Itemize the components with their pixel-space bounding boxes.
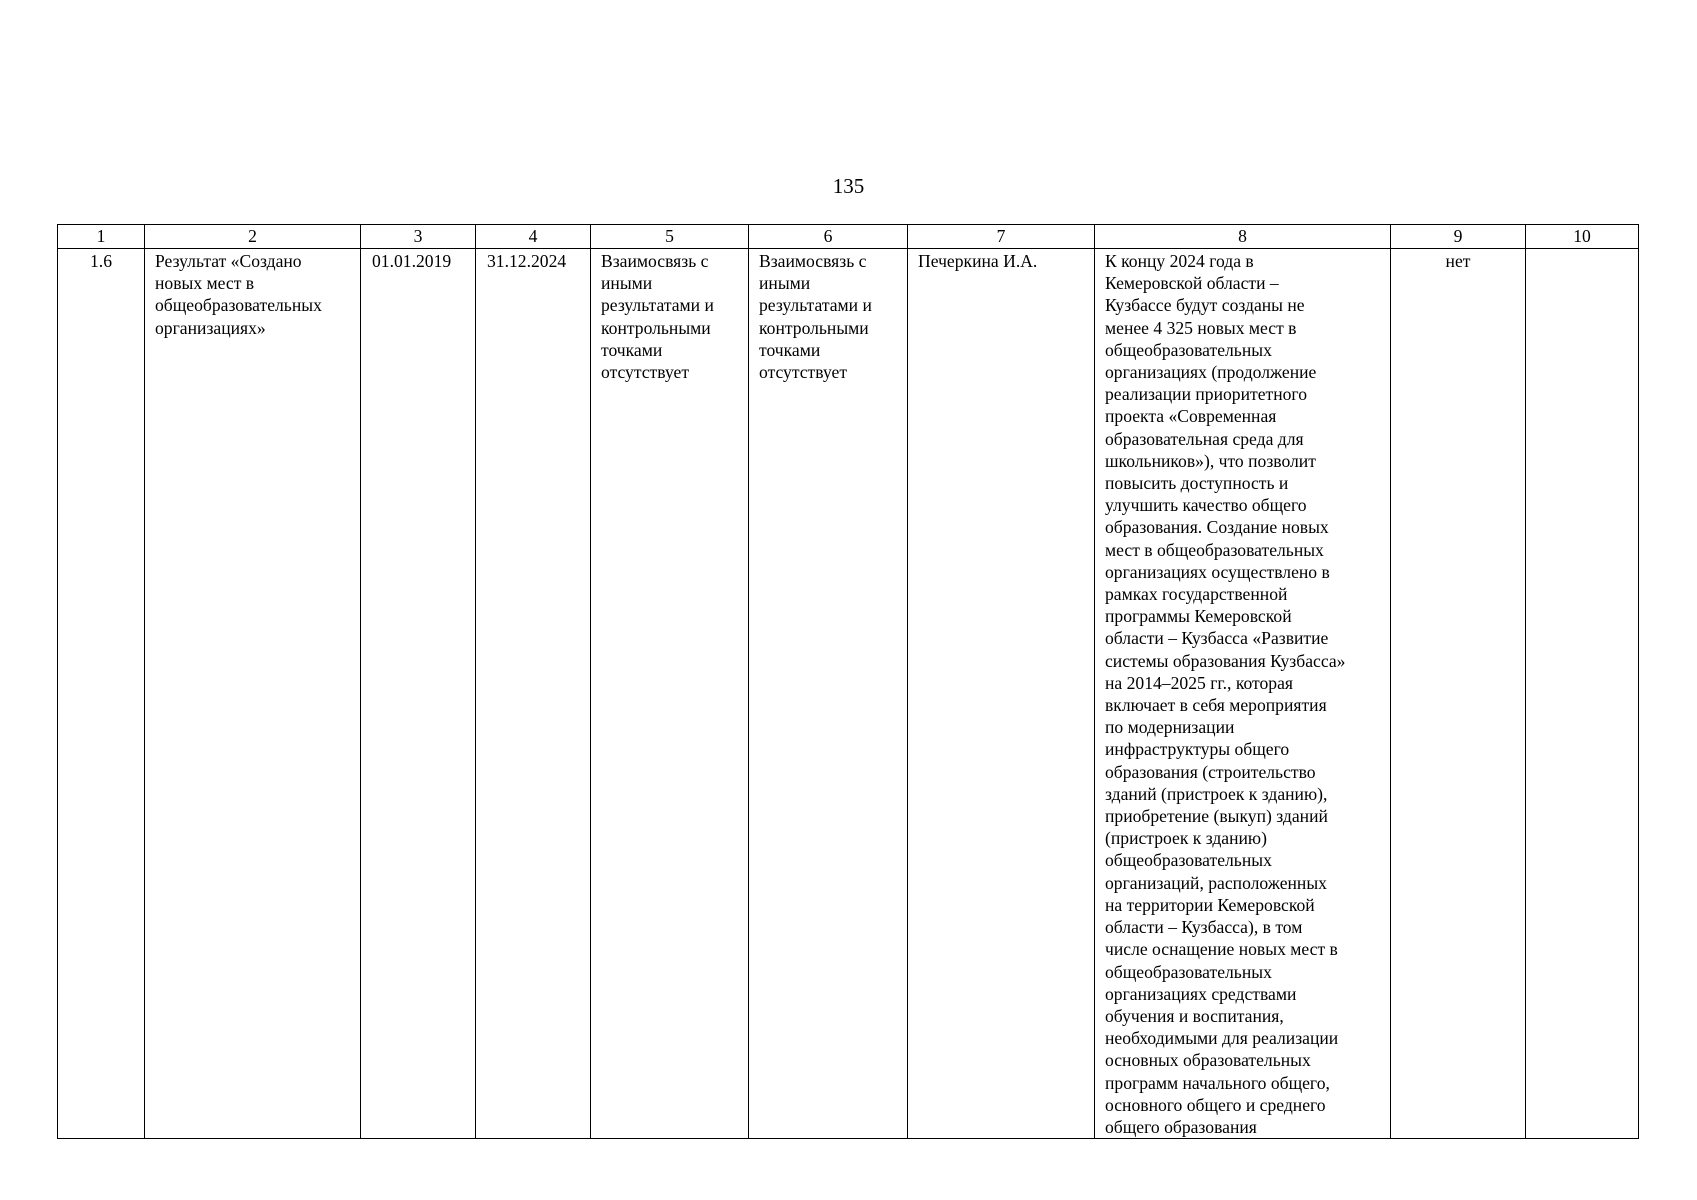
header-cell-2: 2 [145, 225, 361, 249]
description-cell: К концу 2024 года в Кемеровской области – Кузбассе будут созданы не менее 4 325 новых мест в общеобразовательных организациях (продолжение реализации приоритетного проекта «Современная образовательная среда для школьников»), что позволит повысить доступность и улучшить качество общего образования. Создание новых мест в общеобразовательных организациях осуществлено в рамках государственной программы Кемеровской области – Кузбасса «Развитие системы образования Кузбасса» на 2014–2025 гг., которая включает в себя мероприятия по модернизации инфраструктуры общего образования (строительство зданий (пристроек к зданию), приобретение (выкуп) зданий (пристроек к зданию) общеобразовательных организаций, расположенных на территории Кемеровской области – Кузбасса), в том числе оснащение новых мест в общеобразовательных организациях средствами обучения и воспитания, необходимыми для реализации основных образовательных программ начального общего, основного общего и среднего общего образования [1095, 249, 1391, 1139]
header-cell-4: 4 [476, 225, 591, 249]
table-row [58, 249, 1639, 1139]
header-cell-3: 3 [361, 225, 476, 249]
header-cell-6: 6 [749, 225, 908, 249]
flag-cell: нет [1391, 249, 1526, 1139]
row-number-cell: 1.6 [58, 249, 145, 1139]
page-number: 135 [832, 174, 865, 198]
header-cell-1: 1 [58, 225, 145, 249]
header-cell-9: 9 [1391, 225, 1526, 249]
result-name-cell: Результат «Создано новых мест в общеобразовательных организациях» [145, 249, 361, 1139]
empty-cell [1526, 249, 1639, 1139]
end-date-cell: 31.12.2024 [476, 249, 591, 1139]
header-cell-5: 5 [591, 225, 749, 249]
column-number-header-row [58, 225, 1639, 249]
responsible-person-cell: Печеркина И.А. [908, 249, 1095, 1139]
header-cell-10: 10 [1526, 225, 1639, 249]
start-date-cell: 01.01.2019 [361, 249, 476, 1139]
successor-link-cell: Взаимосвязь с иными результатами и контрольными точками отсутствует [749, 249, 908, 1139]
plan-table [57, 224, 1639, 1139]
header-cell-7: 7 [908, 225, 1095, 249]
predecessor-link-cell: Взаимосвязь с иными результатами и контрольными точками отсутствует [591, 249, 749, 1139]
header-cell-8: 8 [1095, 225, 1391, 249]
